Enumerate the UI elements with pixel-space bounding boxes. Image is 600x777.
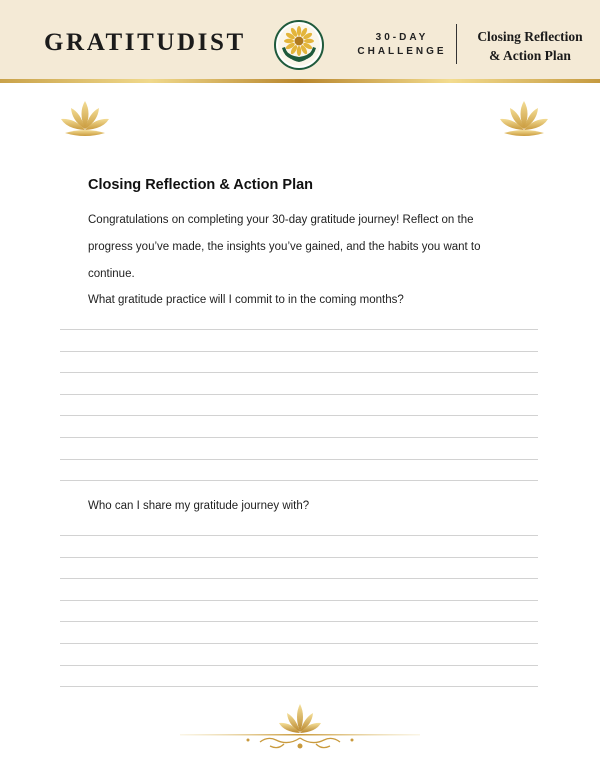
- brand-name: GRATITUDIST: [44, 29, 246, 56]
- prompt-question-1: What gratitude practice will I commit to in the coming months?: [88, 294, 404, 306]
- lotus-icon: [59, 99, 111, 141]
- writing-line[interactable]: [60, 394, 538, 395]
- writing-line[interactable]: [60, 557, 538, 558]
- writing-line[interactable]: [60, 437, 538, 438]
- challenge-line-2: CHALLENGE: [357, 46, 447, 57]
- writing-line[interactable]: [60, 480, 538, 481]
- header-section-title: [462, 27, 598, 65]
- header-gold-rule: [0, 79, 600, 83]
- writing-line[interactable]: [60, 578, 538, 579]
- footer-lotus-ornament-icon: [180, 700, 420, 756]
- sunflower-hands-icon: [274, 20, 324, 70]
- writing-line[interactable]: [60, 459, 538, 460]
- prompt-question-2: Who can I share my gratitude journey with?: [88, 500, 310, 512]
- challenge-label: [356, 31, 448, 59]
- writing-line[interactable]: [60, 665, 538, 666]
- writing-line[interactable]: [60, 643, 538, 644]
- page-title: Closing Reflection & Action Plan: [88, 177, 314, 193]
- writing-lines-1[interactable]: [60, 329, 538, 502]
- writing-line[interactable]: [60, 351, 538, 352]
- challenge-line-1: 30-DAY: [375, 32, 429, 43]
- intro-line: continue.: [88, 268, 135, 280]
- intro-paragraph: [88, 207, 508, 288]
- intro-line: progress you’ve made, the insights you’ve gained, and the habits you want to: [88, 241, 481, 253]
- header-section-title-line-2: & Action Plan: [489, 48, 571, 63]
- intro-line: Congratulations on completing your 30-day gratitude journey! Reflect on the: [88, 214, 474, 226]
- writing-line[interactable]: [60, 535, 538, 536]
- writing-line[interactable]: [60, 372, 538, 373]
- header-section-title-line-1: Closing Reflection: [477, 29, 583, 44]
- header-divider: [456, 24, 457, 64]
- writing-lines-2[interactable]: [60, 535, 538, 708]
- writing-line[interactable]: [60, 600, 538, 601]
- header-band: [0, 0, 600, 80]
- writing-line[interactable]: [60, 621, 538, 622]
- writing-line[interactable]: [60, 686, 538, 687]
- writing-line[interactable]: [60, 329, 538, 330]
- lotus-icon: [498, 99, 550, 141]
- writing-line[interactable]: [60, 415, 538, 416]
